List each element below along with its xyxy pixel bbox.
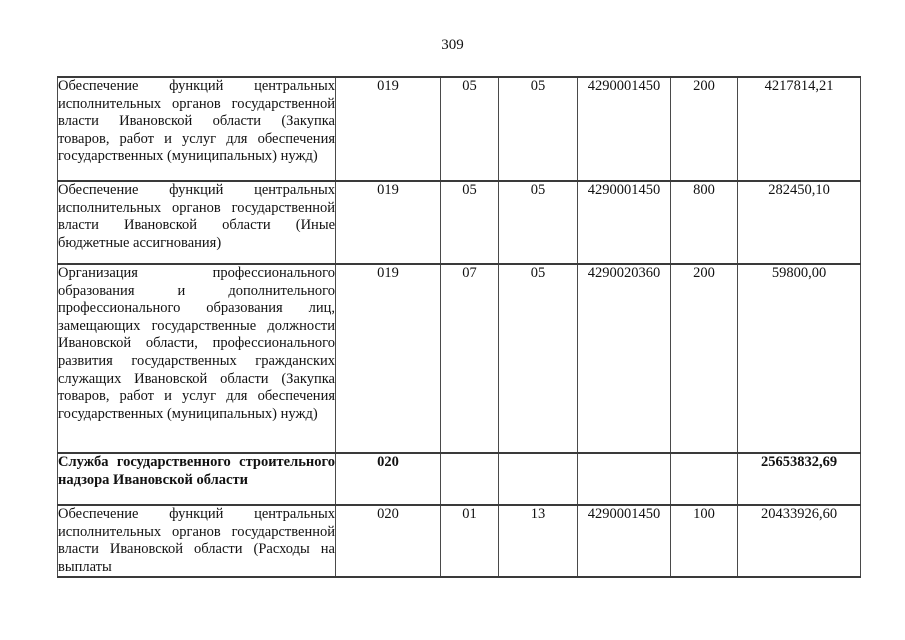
cell-vr-code: 200 [671,264,738,453]
budget-allocation-table [57,76,861,578]
table-row-summary [58,453,861,505]
cell-description: Служба государственного строительного надзора Ивановской области [58,453,336,505]
cell-podrazdel-code: 13 [499,505,578,577]
truncated-description-text: Обеспечение функций центральных исполнительных органов государственной власти Ивановской области (Расходы на выплаты [58,506,335,575]
cell-description [58,505,336,577]
table-row [58,264,861,453]
cell-csr-code: 4290001450 [578,77,671,181]
cell-podrazdel-code: 05 [499,181,578,264]
table-row [58,181,861,264]
cell-vr-code: 200 [671,77,738,181]
cell-description: Обеспечение функций центральных исполнительных органов государственной власти Ивановской области (Иные бюджетные ассигнования) [58,181,336,264]
cell-description: Организация профессионального образования и дополнительного профессионального образования лиц, замещающих государственные должности Ивановской области, профессионального развития государственных гражданских служащих Ивановской области (Закупка товаров, работ и услуг для обеспечения государственных (муниципальных) нужд) [58,264,336,453]
cell-razdel-code: 05 [441,181,499,264]
cell-vr-code: 100 [671,505,738,577]
cell-amount: 20433926,60 [738,505,861,577]
table-row [58,77,861,181]
cell-podrazdel-code [499,453,578,505]
cell-amount: 4217814,21 [738,77,861,181]
cell-podrazdel-code: 05 [499,264,578,453]
cell-amount: 25653832,69 [738,453,861,505]
cell-grbs-code: 020 [336,505,441,577]
table-row-truncated [58,505,861,577]
cell-description: Обеспечение функций центральных исполнительных органов государственной власти Ивановской области (Закупка товаров, работ и услуг для обеспечения государственных (муниципальных) нужд) [58,77,336,181]
cell-podrazdel-code: 05 [499,77,578,181]
cell-razdel-code: 07 [441,264,499,453]
cell-razdel-code [441,453,499,505]
cell-razdel-code: 05 [441,77,499,181]
cell-grbs-code: 020 [336,453,441,505]
cell-amount: 59800,00 [738,264,861,453]
cell-csr-code [578,453,671,505]
cell-vr-code: 800 [671,181,738,264]
page-number: 309 [441,37,464,53]
cell-grbs-code: 019 [336,181,441,264]
cell-amount: 282450,10 [738,181,861,264]
cell-grbs-code: 019 [336,77,441,181]
cell-vr-code [671,453,738,505]
cell-csr-code: 4290001450 [578,505,671,577]
cell-csr-code: 4290001450 [578,181,671,264]
cell-csr-code: 4290020360 [578,264,671,453]
cell-razdel-code: 01 [441,505,499,577]
cell-grbs-code: 019 [336,264,441,453]
